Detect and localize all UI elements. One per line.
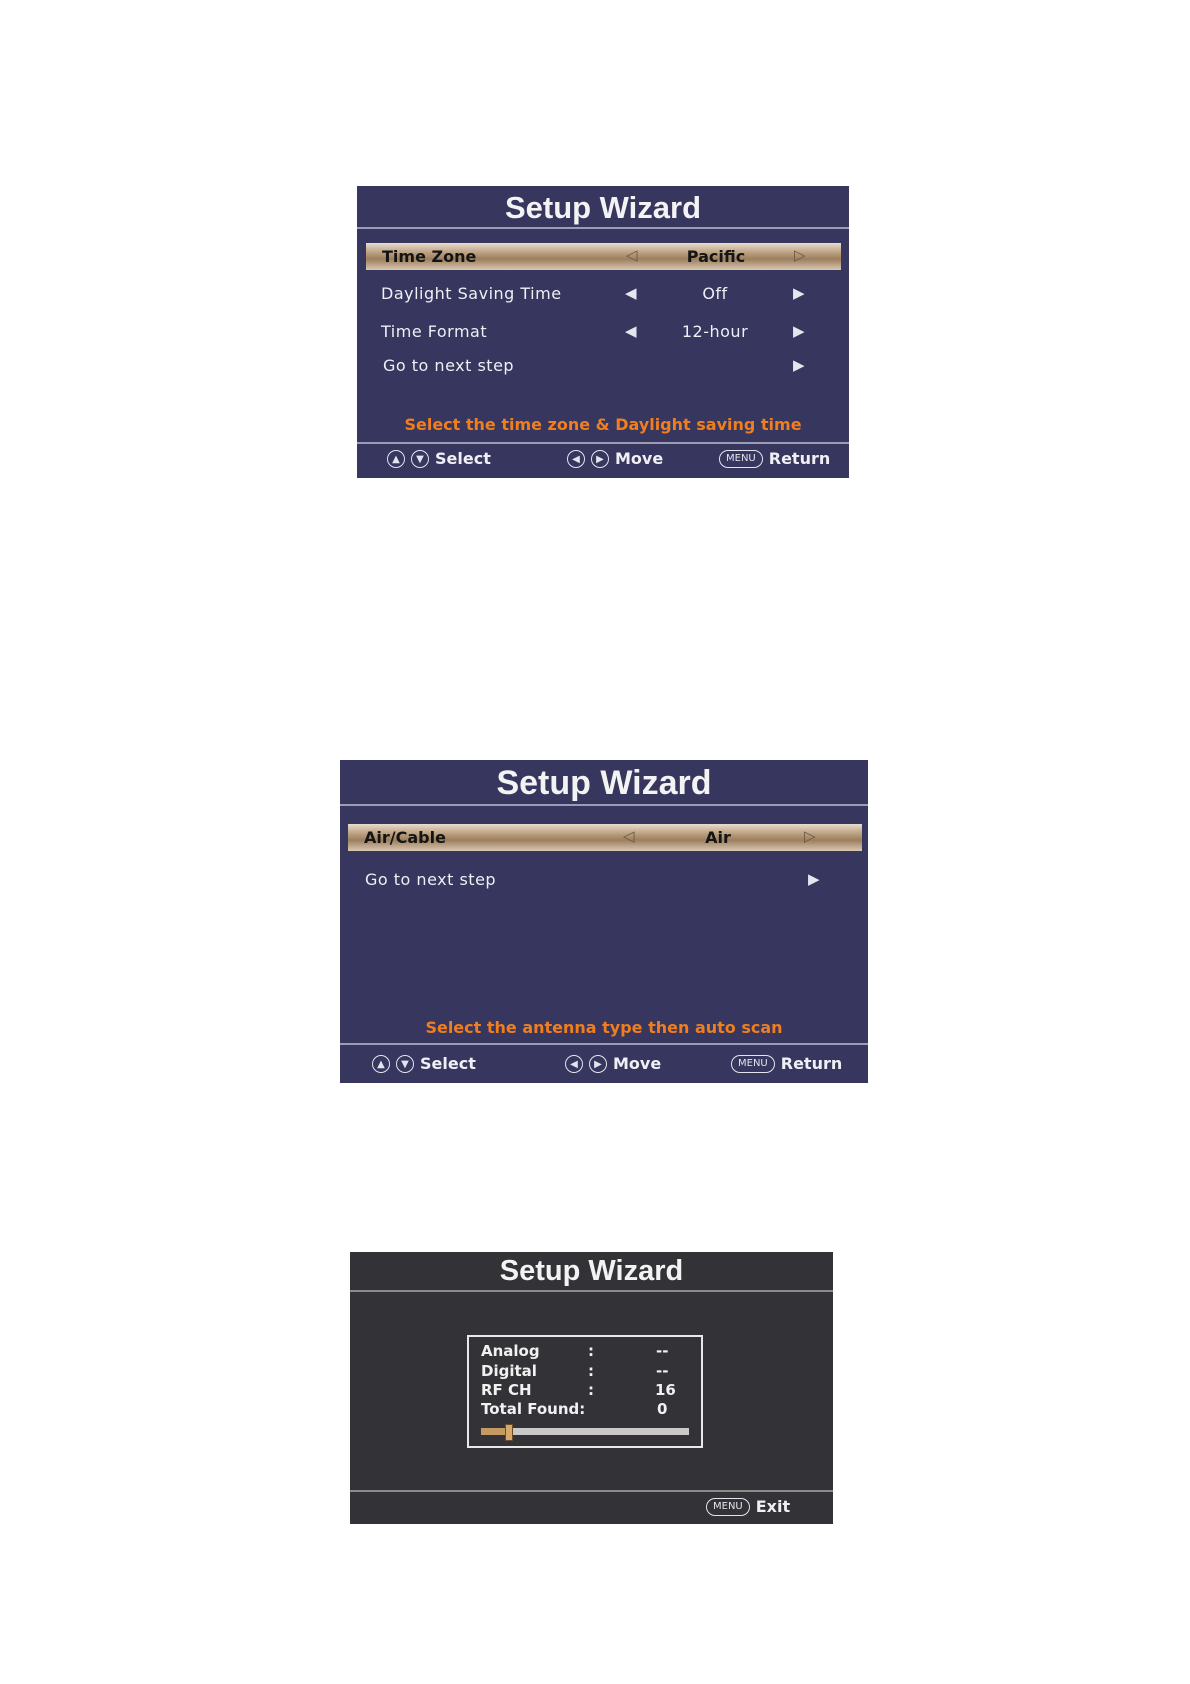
title-divider xyxy=(340,804,868,806)
footer-move xyxy=(565,1054,661,1073)
total-found-value: 0 xyxy=(657,1400,668,1418)
footer-return[interactable] xyxy=(731,1054,842,1073)
total-found-row xyxy=(481,1400,681,1418)
right-button-icon: ▶ xyxy=(589,1055,607,1073)
select-label: Select xyxy=(435,449,491,468)
digital-sep: : xyxy=(588,1362,594,1380)
screen-title: Setup Wizard xyxy=(504,190,702,225)
time-zone-value: Pacific xyxy=(686,247,746,266)
menu-button-icon: MENU xyxy=(719,450,763,468)
scan-progress-knob xyxy=(505,1424,513,1441)
air-cable-label: Air/Cable xyxy=(364,828,446,847)
air-cable-row[interactable] xyxy=(348,824,862,851)
analog-sep: : xyxy=(588,1342,594,1360)
right-arrow-icon[interactable]: ▷ xyxy=(794,246,806,264)
analog-label: Analog xyxy=(481,1342,540,1360)
next-step-label: Go to next step xyxy=(383,356,515,375)
scan-progress-fill xyxy=(481,1428,508,1435)
footer-move xyxy=(567,449,663,468)
time-zone-row[interactable] xyxy=(366,243,841,270)
next-step-label: Go to next step xyxy=(365,870,497,889)
footer-divider xyxy=(357,442,849,444)
footer-return[interactable] xyxy=(719,449,830,468)
footer-exit[interactable] xyxy=(706,1497,790,1516)
analog-value: -- xyxy=(656,1342,669,1360)
footer-divider xyxy=(350,1490,833,1492)
setup-wizard-time-screen xyxy=(357,186,849,478)
left-button-icon: ◀ xyxy=(565,1055,583,1073)
footer-select xyxy=(372,1054,476,1073)
exit-label: Exit xyxy=(755,1497,791,1516)
right-arrow-icon[interactable]: ▶ xyxy=(793,284,806,302)
left-arrow-icon[interactable]: ◁ xyxy=(626,246,638,264)
footer-select xyxy=(387,449,491,468)
left-arrow-icon[interactable]: ◀ xyxy=(625,322,638,340)
time-format-label: Time Format xyxy=(381,322,488,341)
rf-ch-label: RF CH xyxy=(481,1381,532,1399)
rf-ch-sep: : xyxy=(588,1381,594,1399)
move-label: Move xyxy=(615,449,664,468)
right-arrow-icon[interactable]: ▶ xyxy=(808,870,821,888)
return-label: Return xyxy=(768,449,831,468)
left-arrow-icon[interactable]: ◁ xyxy=(623,827,635,845)
setup-wizard-scan-screen xyxy=(350,1252,833,1524)
select-label: Select xyxy=(420,1054,476,1073)
menu-button-icon: MENU xyxy=(731,1055,775,1073)
digital-value: -- xyxy=(656,1362,669,1380)
air-cable-value: Air xyxy=(705,828,731,847)
hint-text: Select the time zone & Daylight saving time xyxy=(404,415,802,434)
left-button-icon: ◀ xyxy=(567,450,585,468)
down-button-icon: ▼ xyxy=(411,450,429,468)
rf-ch-value: 16 xyxy=(655,1381,676,1399)
daylight-saving-row[interactable] xyxy=(357,284,849,308)
right-button-icon: ▶ xyxy=(591,450,609,468)
time-format-row[interactable] xyxy=(357,322,849,346)
hint-text: Select the antenna type then auto scan xyxy=(425,1018,783,1037)
time-format-value: 12-hour xyxy=(681,322,749,341)
setup-wizard-antenna-screen xyxy=(340,760,868,1083)
rf-ch-row xyxy=(481,1381,681,1399)
screen-title: Setup Wizard xyxy=(499,1255,684,1287)
analog-row xyxy=(481,1342,681,1360)
title-divider xyxy=(357,227,849,229)
scan-status-box xyxy=(467,1335,703,1448)
next-step-row[interactable] xyxy=(357,356,849,380)
menu-button-icon: MENU xyxy=(706,1498,750,1516)
daylight-saving-value: Off xyxy=(702,284,728,303)
time-zone-label: Time Zone xyxy=(382,247,477,266)
digital-label: Digital xyxy=(481,1362,537,1380)
scan-progress-bar xyxy=(481,1428,689,1435)
right-arrow-icon[interactable]: ▷ xyxy=(804,827,816,845)
up-button-icon: ▲ xyxy=(372,1055,390,1073)
title-divider xyxy=(350,1290,833,1292)
right-arrow-icon[interactable]: ▶ xyxy=(793,356,806,374)
screen-title: Setup Wizard xyxy=(496,764,712,802)
return-label: Return xyxy=(780,1054,843,1073)
up-button-icon: ▲ xyxy=(387,450,405,468)
move-label: Move xyxy=(613,1054,662,1073)
down-button-icon: ▼ xyxy=(396,1055,414,1073)
total-found-label: Total Found: xyxy=(481,1400,586,1418)
daylight-saving-label: Daylight Saving Time xyxy=(381,284,562,303)
next-step-row[interactable] xyxy=(340,870,868,894)
digital-row xyxy=(481,1362,681,1380)
footer-divider xyxy=(340,1043,868,1045)
left-arrow-icon[interactable]: ◀ xyxy=(625,284,638,302)
right-arrow-icon[interactable]: ▶ xyxy=(793,322,806,340)
